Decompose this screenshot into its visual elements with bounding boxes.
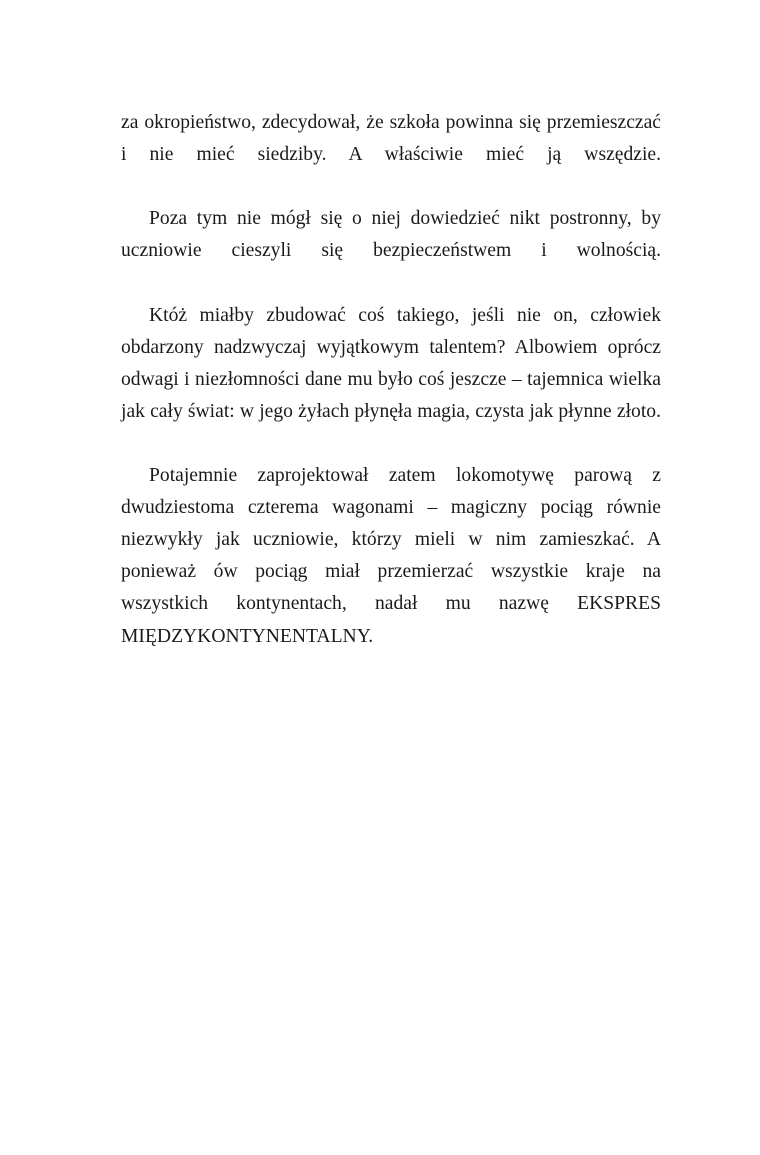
paragraph-1: za okropieństwo, zdecydował, że szkoła powinna się przemieszczać i nie mieć siedziby. A właściwie mieć ją wszędzie. (121, 112, 661, 166)
paragraph-3: Któż miałby zbudować coś takiego, jeśli nie on, człowiek obdarzony nadzwyczaj wyjątkowym talentem? Albowiem oprócz odwagi i niezłomności dane mu było coś jeszcze – tajemnica wielka jak cały świat: w jego żyłach płynęła magia, czysta jak płynne złoto. (121, 304, 661, 422)
page-text-block (121, 107, 661, 685)
paragraph-4: Potajemnie zaprojektował zatem lokomotywę parową z dwudziestoma czterema wagonami – magiczny pociąg równie niezwykły jak uczniowie, którzy mieli w nim zamieszkać. A ponieważ ów pociąg miał przemierzać wszystkie kraje na wszystkich kontynentach, nadał mu nazwę EKSPRES MIĘDZYKONTYNENTALNY. (121, 465, 661, 647)
paragraph-2: Poza tym nie mógł się o niej dowiedzieć nikt postronny, by uczniowie cieszyli się bezpieczeństwem i wolnością. (121, 208, 661, 262)
